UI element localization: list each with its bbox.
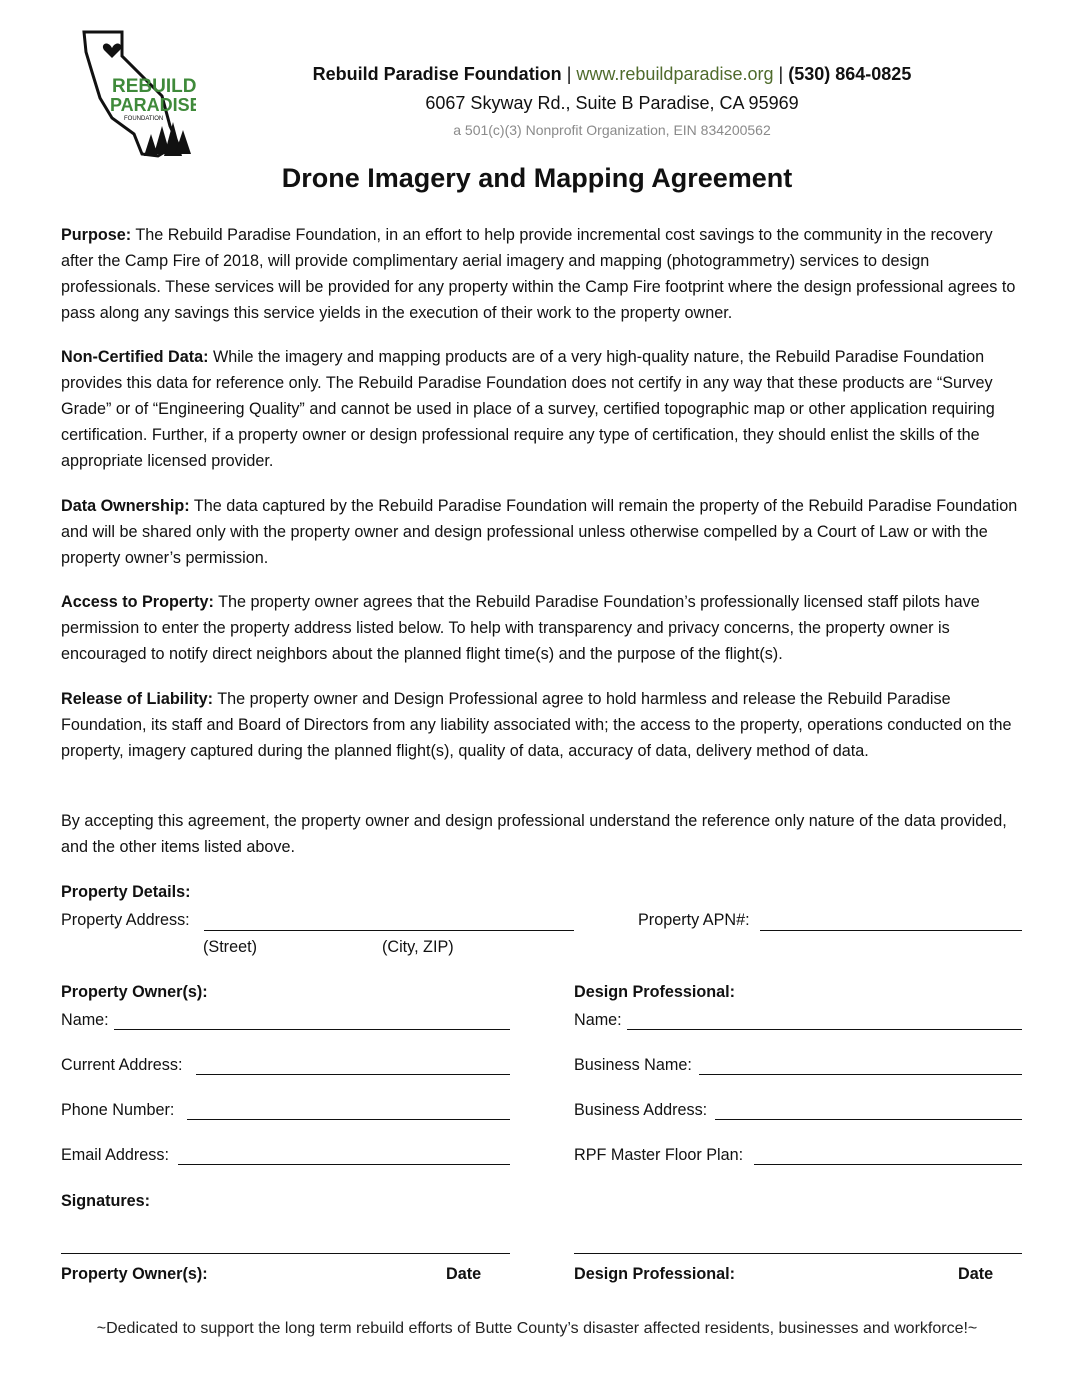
release-paragraph [61,686,1025,764]
pine-trees-icon [144,122,191,156]
designer-name-label: Name: [574,1011,622,1029]
business-address-label: Business Address: [574,1101,708,1119]
property-details-heading: Property Details: [61,883,191,901]
designer-signature-field[interactable] [574,1253,1022,1254]
header-address: 6067 Skyway Rd., Suite B Paradise, CA 95969 [425,93,799,113]
page-title: Drone Imagery and Mapping Agreement [281,163,793,193]
owner-name-field[interactable] [114,1029,510,1030]
email-address-label: Email Address: [61,1146,169,1164]
non-certified-paragraph [61,344,1025,474]
master-floor-plan-label: RPF Master Floor Plan: [574,1146,744,1164]
owner-date-label: Date [446,1265,482,1283]
access-text: The property owner agrees that the Rebuild Paradise Foundation’s professionally licensed staff pilots have permission to enter the property address listed below. To help with transparency and privacy concerns, the property owner is encouraged to notify direct neighbors about the planned flight time(s) and the purpose of the flight(s). [61,593,980,663]
foundation-logo [78,26,196,160]
phone-number: (530) 864-0825 [788,64,912,84]
ownership-heading: Data Ownership: [61,497,190,515]
owner-signature-label: Property Owner(s): [61,1265,208,1283]
org-name: Rebuild Paradise Foundation [312,64,562,84]
property-apn-label: Property APN#: [638,911,750,929]
property-address-label: Property Address: [61,911,190,929]
header-nonprofit: a 501(c)(3) Nonprofit Organization, EIN 834200562 [453,122,771,138]
signatures-heading: Signatures: [61,1192,151,1210]
owner-name-label: Name: [61,1011,109,1029]
release-heading: Release of Liability: [61,690,214,708]
email-address-field[interactable] [178,1164,510,1165]
non-certified-heading: Non-Certified Data: [61,348,209,366]
designer-signature-label: Design Professional: [574,1265,736,1283]
design-professional-heading: Design Professional: [574,983,736,1001]
access-paragraph [61,589,1025,667]
current-address-field[interactable] [196,1074,510,1075]
business-address-field[interactable] [715,1119,1022,1120]
website-link[interactable]: www.rebuildparadise.org [576,64,774,84]
accept-paragraph: By accepting this agreement, the property owner and design professional understand the reference only nature of the data provided, and the other items listed above. [61,812,1007,856]
master-floor-plan-field[interactable] [754,1164,1022,1165]
footer-dedication: ~Dedicated to support the long term rebuild efforts of Butte County’s disaster affected residents, businesses and workforce!~ [96,1320,978,1337]
purpose-paragraph [61,222,1025,326]
current-address-label: Current Address: [61,1056,183,1074]
phone-number-label: Phone Number: [61,1101,175,1119]
owner-signature-field[interactable] [61,1253,510,1254]
header-separator: | [566,64,572,84]
street-hint: (Street) [203,938,257,956]
business-name-label: Business Name: [574,1056,692,1074]
ownership-text: The data captured by the Rebuild Paradise Foundation will remain the property of the Rebuild Paradise Foundation and will be shared only with the property owner and design professional unless otherwise compelled by a Court of Law or with the property owner’s permission. [61,497,1018,567]
purpose-heading: Purpose: [61,226,132,244]
purpose-text: The Rebuild Paradise Foundation, in an effort to help provide incremental cost savings to the community in the recovery after the Camp Fire of 2018, will provide complimentary aerial imagery and mapping (photogrammetry) services to design professionals. These services will be provided for any property within the Camp Fire footprint where the design professional agrees to pass along any savings this service yields in the execution of their work to the property owner. [61,226,1016,322]
logo-word-2: PARADISE [110,95,196,115]
heart-icon [103,44,121,58]
logo-word-1: REBUILD [112,76,196,97]
designer-date-label: Date [958,1265,994,1283]
property-apn-field[interactable] [760,930,1022,931]
business-name-field[interactable] [699,1074,1022,1075]
property-owner-heading: Property Owner(s): [61,983,208,1001]
logo-word-3: FOUNDATION [124,116,164,122]
header-org-line [200,64,1024,85]
access-heading: Access to Property: [61,593,214,611]
release-text: The property owner and Design Professional agree to hold harmless and release the Rebuild Paradise Foundation, its staff and Board of Directors from any liability associated with; the access to the property, operations conducted on the property, imagery captured during the planned flight(s), quality of data, accuracy of data, delivery method of data. [61,690,1012,760]
header-separator: | [778,64,784,84]
non-certified-text: While the imagery and mapping products are of a very high-quality nature, the Rebuild Paradise Foundation provides this data for reference only. The Rebuild Paradise Foundation does not certify in any way that these products are “Survey Grade” or of “Engineering Quality” and cannot be used in place of a survey, certified topographic map or other application requiring certification. Further, if a property owner or design professional require any type of certification, they should enlist the skills of the appropriate licensed provider. [61,348,995,470]
ownership-paragraph [61,493,1025,571]
designer-name-field[interactable] [627,1029,1022,1030]
phone-number-field[interactable] [187,1119,510,1120]
city-zip-hint: (City, ZIP) [382,938,454,956]
property-address-field[interactable] [204,930,574,931]
